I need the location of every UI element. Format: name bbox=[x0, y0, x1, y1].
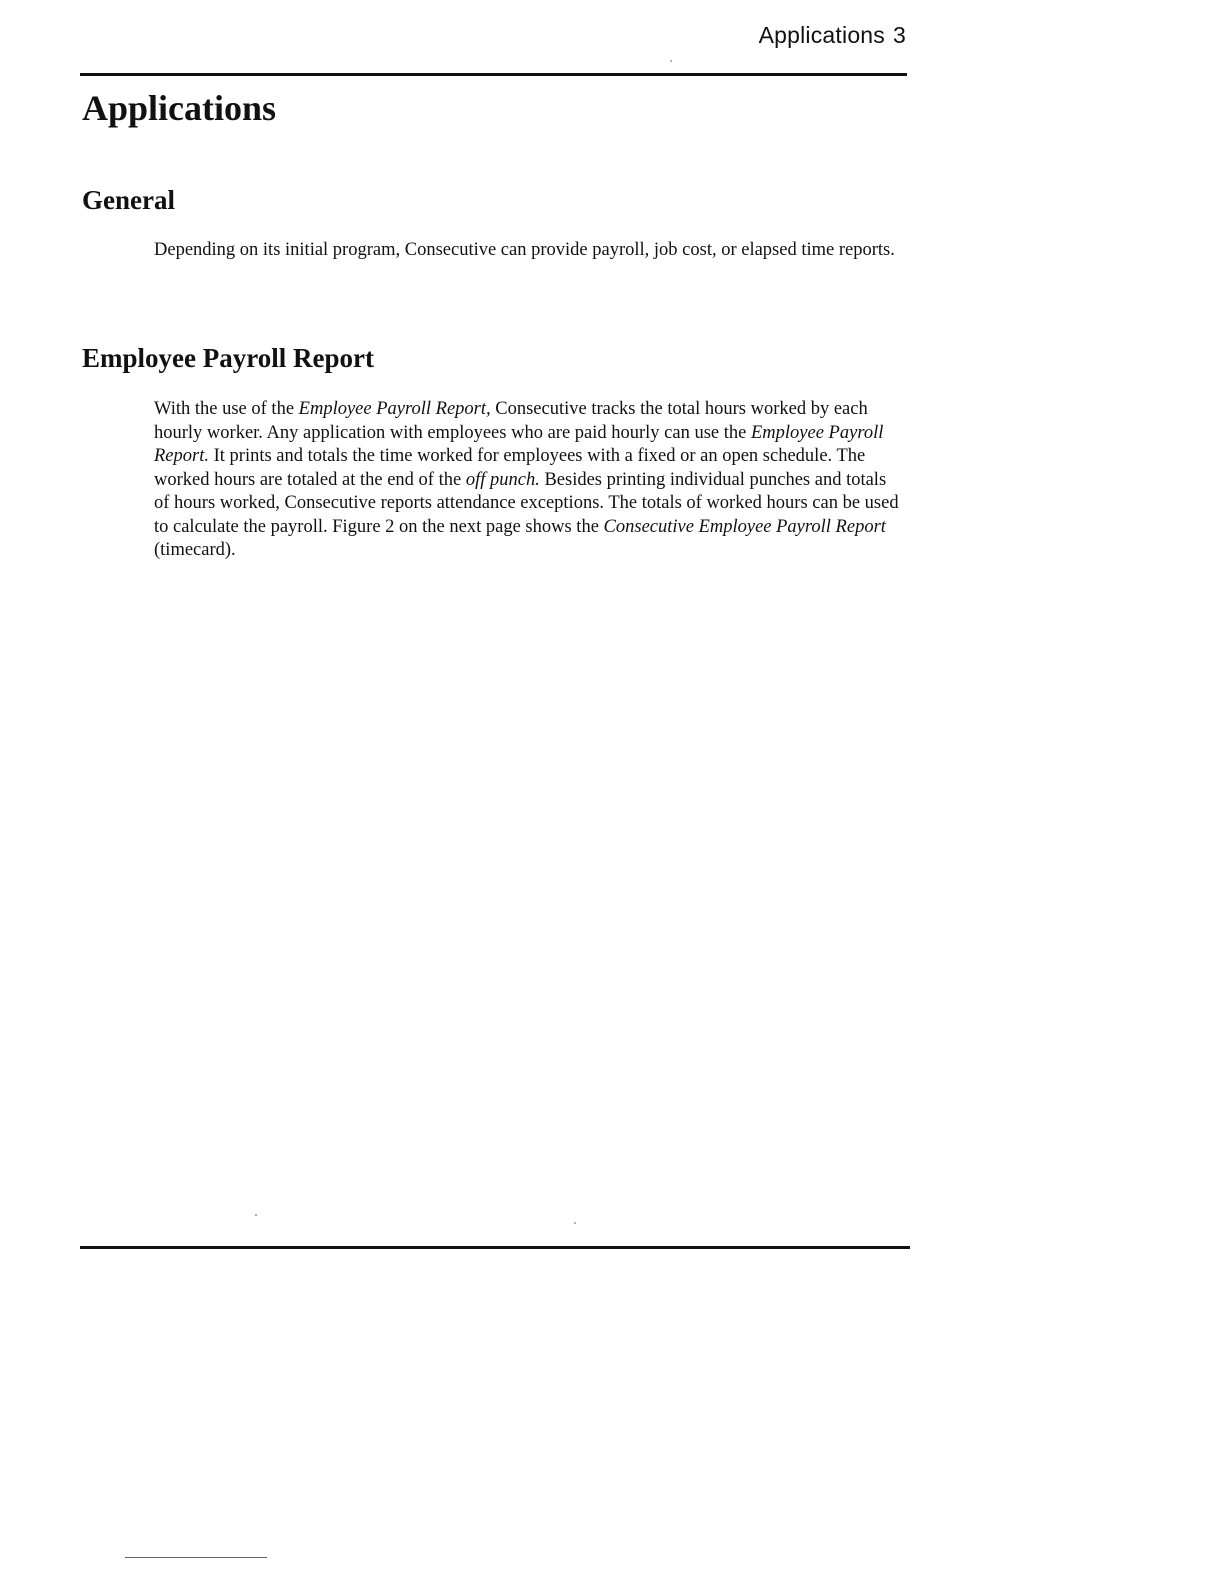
payroll-text-1: With the use of the bbox=[154, 399, 299, 419]
payroll-text-4: Besides printing individual punches and totals of hours worked, Consecutive reports attendance exceptions. The totals of worked hours can be used to calculate the payroll. Figure 2 on the next page shows the bbox=[154, 469, 899, 537]
scan-speck bbox=[670, 60, 672, 62]
payroll-italic-report-title-2: Employee Payroll Report. bbox=[154, 422, 884, 466]
page-number: 3 bbox=[893, 22, 906, 48]
header-rule bbox=[80, 73, 907, 76]
payroll-italic-off-punch: off punch. bbox=[465, 469, 540, 490]
payroll-paragraph bbox=[154, 398, 904, 563]
chapter-title: Applications bbox=[82, 88, 277, 128]
payroll-text-5: (timecard). bbox=[154, 540, 236, 560]
running-header bbox=[600, 22, 906, 49]
blue-underline-mark bbox=[125, 1557, 267, 1558]
payroll-text-2: Consecutive tracks the total hours worked by each hourly worker. Any application with employees who are paid hourly can use the bbox=[154, 399, 868, 443]
scan-speck bbox=[255, 1214, 257, 1216]
section-title-employee-payroll-report: Employee Payroll Report bbox=[82, 343, 374, 373]
running-header-title: Applications bbox=[758, 22, 885, 48]
payroll-text-3: It prints and totals the time worked for employees with a fixed or an open schedule. The worked hours are totaled at the end of the bbox=[154, 446, 866, 490]
general-paragraph: Depending on its initial program, Consecutive can provide payroll, job cost, or elapsed time reports. bbox=[154, 240, 895, 260]
section-title-general: General bbox=[82, 185, 175, 215]
footer-rule bbox=[80, 1246, 910, 1249]
payroll-italic-report-title-3: Consecutive Employee Payroll Report bbox=[603, 516, 886, 537]
payroll-italic-report-title-1: Employee Payroll Report, bbox=[298, 399, 491, 419]
scan-speck bbox=[574, 1222, 576, 1224]
